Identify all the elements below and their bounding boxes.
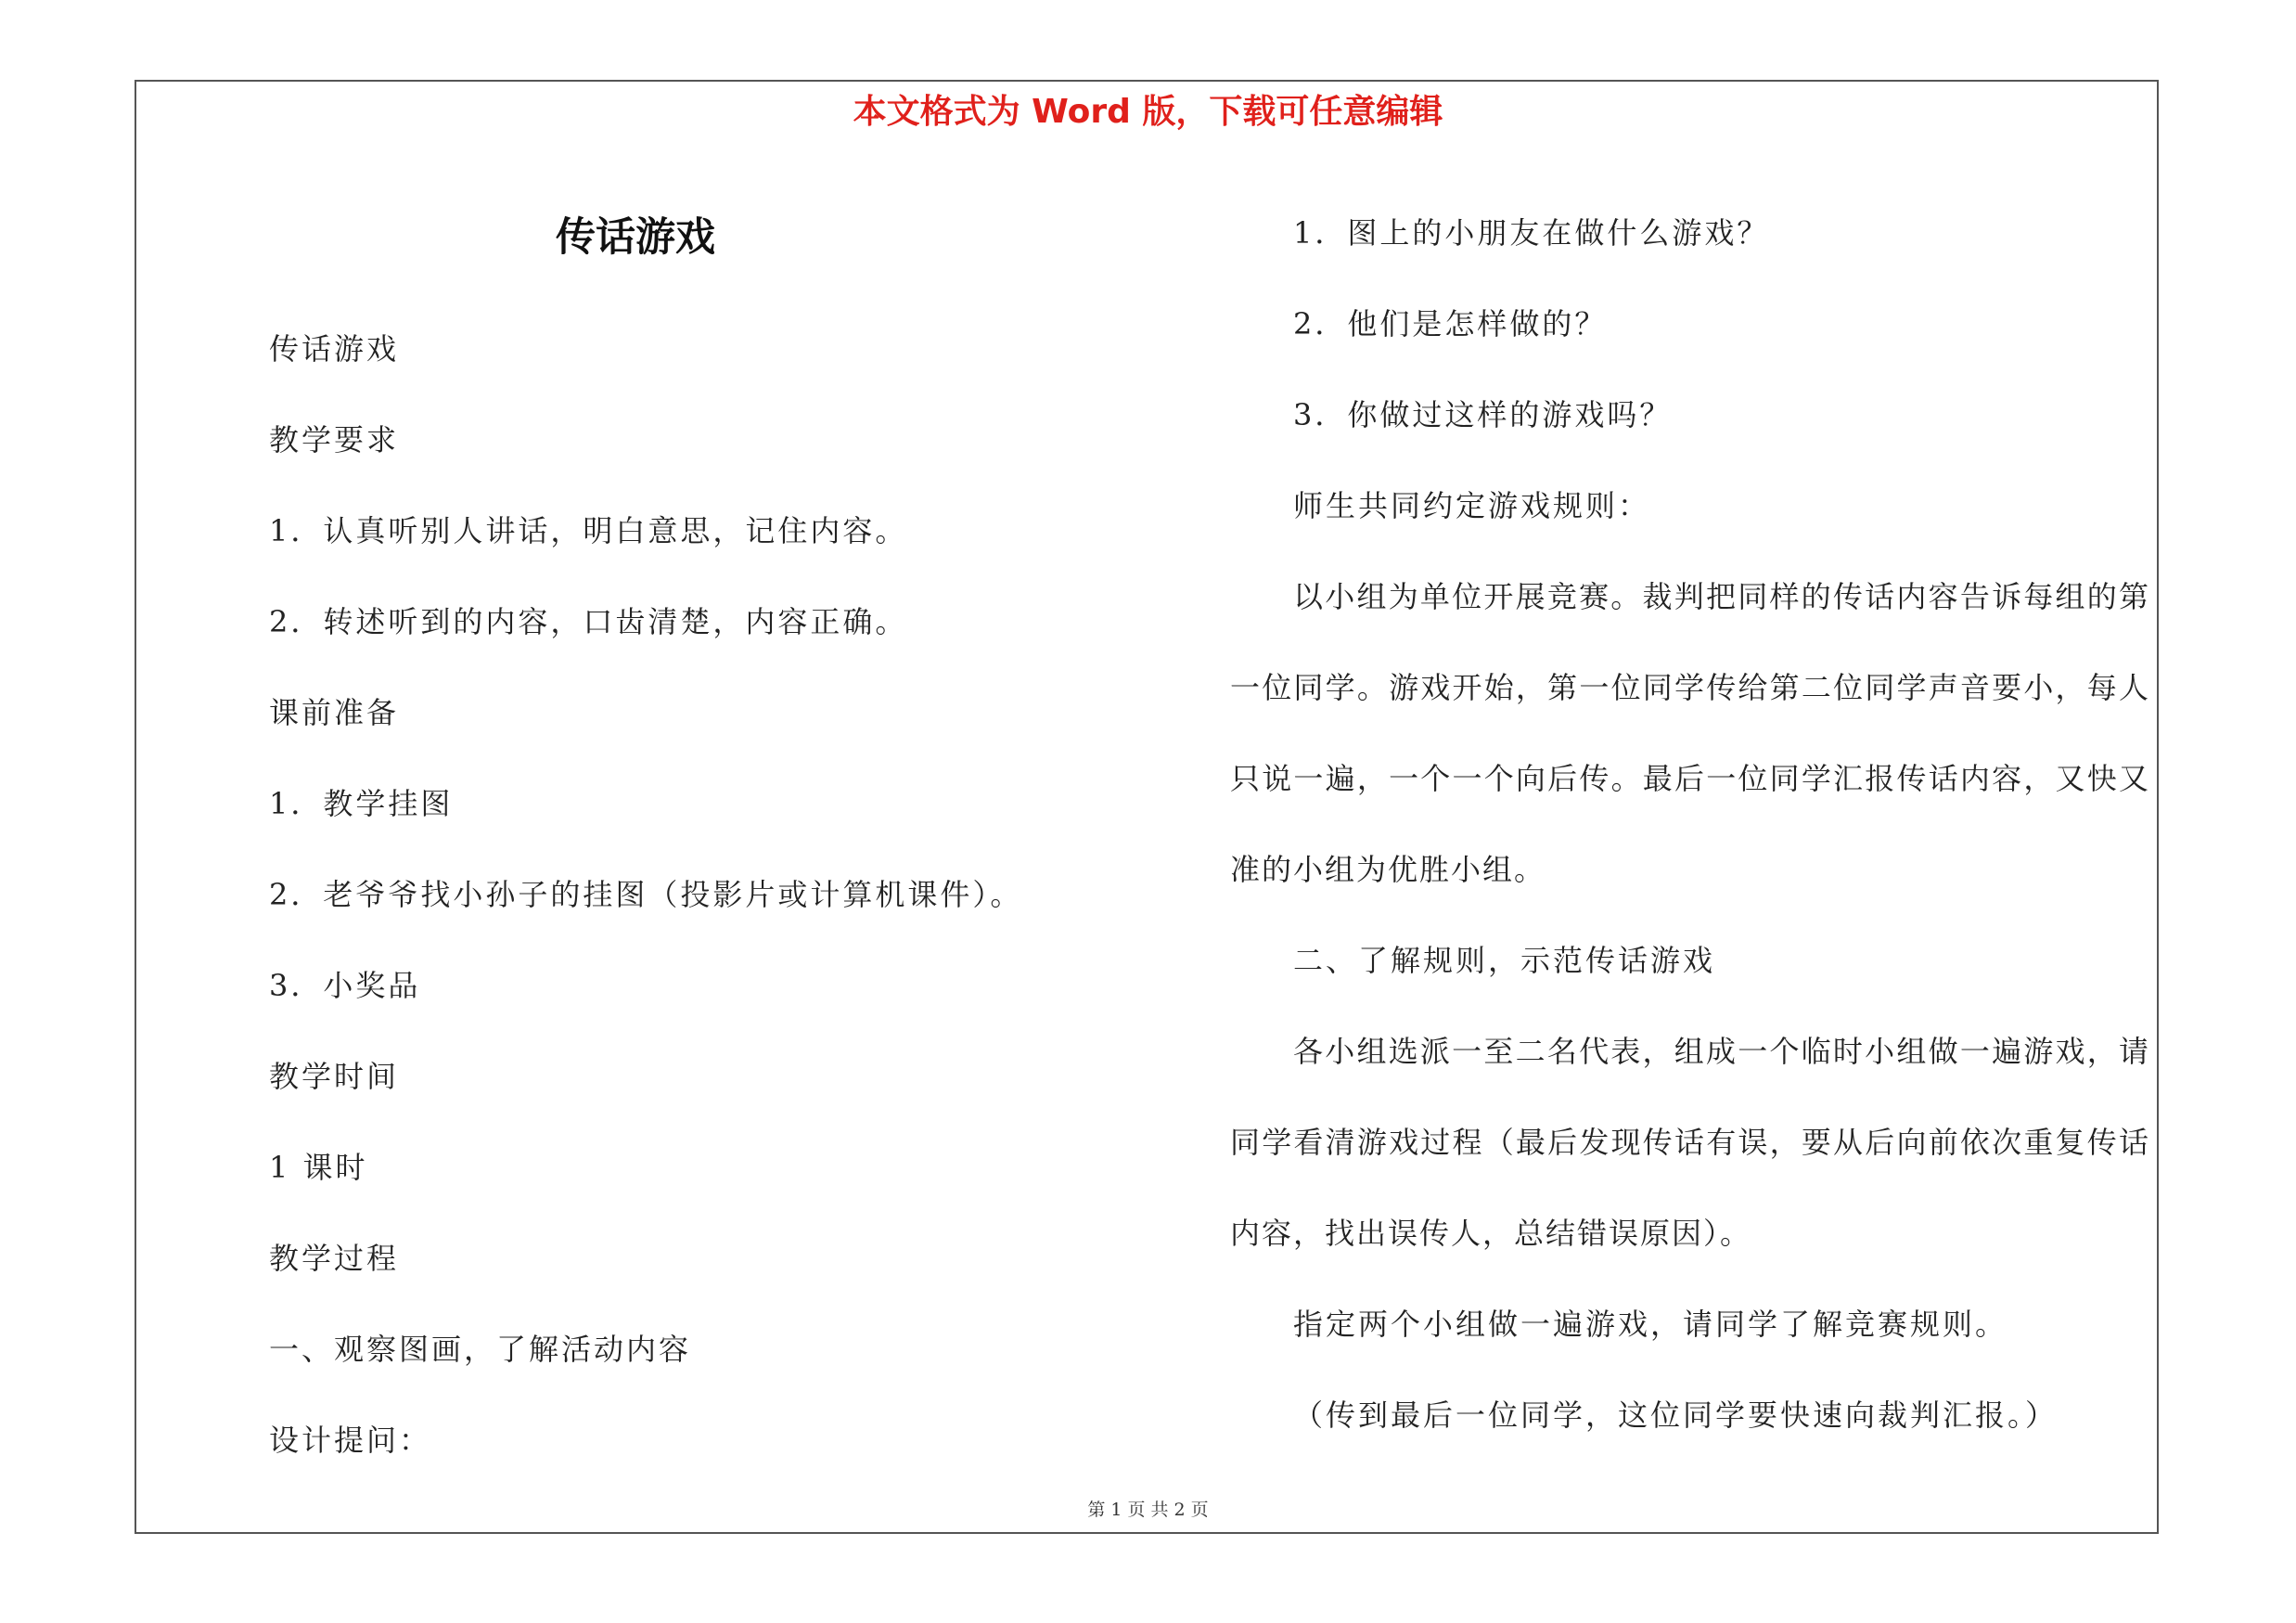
- document-title: 传话游戏: [556, 214, 715, 261]
- left-line-process-heading: 教学过程: [269, 1241, 400, 1276]
- left-line-preparation-1: 1．教学挂图: [269, 786, 454, 821]
- left-column: [269, 325, 1104, 1507]
- left-line-time-value: 1 课时: [269, 1150, 368, 1185]
- demo-paragraph: 各小组选派一至二名代表，组成一个临时小组做一遍游戏，请同学看清游戏过程（最后发现传话有误，要从后向前依次重复传话内容，找出误传人，总结错误原因）。: [1230, 1034, 2150, 1251]
- left-line-time-heading: 教学时间: [269, 1059, 400, 1094]
- left-line-requirement-1: 1．认真听别人讲话，明白意思，记住内容。: [269, 513, 908, 548]
- left-line-preparation-3: 3．小奖品: [269, 968, 421, 1003]
- rules-heading: 师生共同约定游戏规则：: [1293, 488, 1651, 523]
- rules-paragraph: 以小组为单位开展竞赛。裁判把同样的传话内容告诉每组的第一位同学。游戏开始，第一位同学传给第二位同学声音要小，每人只说一遍，一个一个向后传。最后一位同学汇报传话内容，又快又准的小组为优胜小组。: [1230, 579, 2150, 887]
- left-line-preparation-heading: 课前准备: [269, 695, 400, 730]
- left-line-requirements-heading: 教学要求: [269, 422, 400, 457]
- assign-paragraph: 指定两个小组做一遍游戏，请同学了解竞赛规则。: [1293, 1307, 2008, 1342]
- question-3: 3．你做过这样的游戏吗？: [1293, 397, 1673, 432]
- left-line-section-1: 一、观察图画，了解活动内容: [269, 1332, 692, 1367]
- page-footer: 第 1 页 共 2 页: [1087, 1500, 1209, 1520]
- question-2: 2．他们是怎样做的？: [1293, 306, 1608, 341]
- left-line-requirement-2: 2．转述听到的内容，口齿清楚，内容正确。: [269, 604, 908, 639]
- left-line-preparation-2: 2．老爷爷找小孙子的挂图（投影片或计算机课件）。: [269, 877, 1023, 912]
- section-2-heading: 二、了解规则，示范传话游戏: [1293, 943, 1716, 978]
- question-1: 1．图上的小朋友在做什么游戏？: [1293, 215, 1770, 251]
- left-line-design-questions: 设计提问：: [269, 1423, 432, 1458]
- left-line-subtitle: 传话游戏: [269, 331, 400, 367]
- right-column: [1230, 187, 2150, 1461]
- note-paragraph: （传到最后一位同学，这位同学要快速向裁判汇报。）: [1293, 1398, 2059, 1433]
- format-banner: 本文格式为 Word 版，下载可任意编辑: [853, 93, 1443, 131]
